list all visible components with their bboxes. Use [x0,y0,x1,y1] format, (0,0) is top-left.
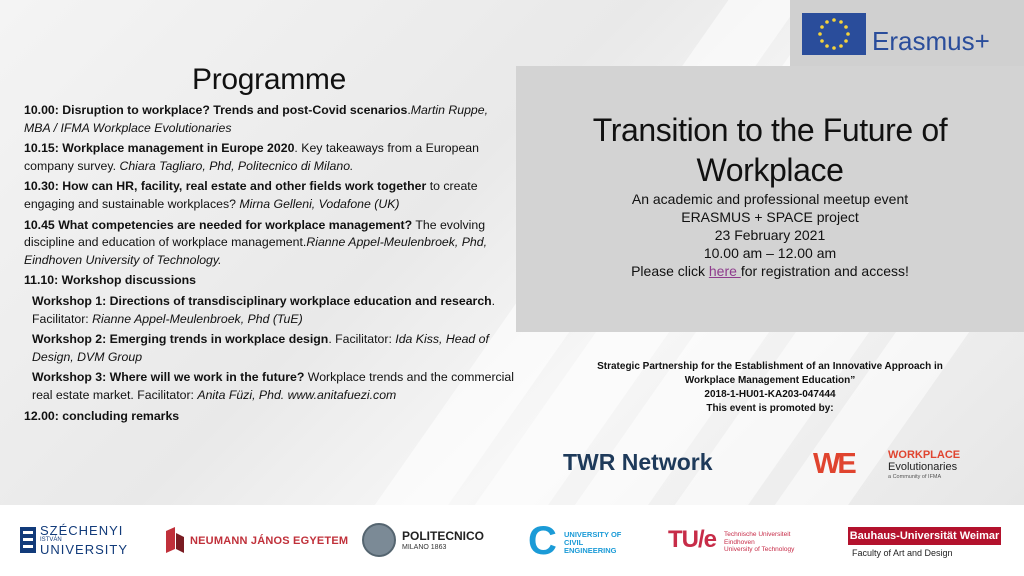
polimi-seal-icon [362,523,396,557]
nje-icon [166,527,184,553]
event-title: Transition to the Future of Workplace [592,112,948,188]
programme-title: Programme [191,63,346,96]
erasmus-logo [790,0,1024,66]
we-line3: a Community of IFMA [888,474,942,480]
programme-item: 11.10: Workshop discussions [24,273,196,288]
we-line1: WORKPLACE [888,449,961,461]
partnership-line1: Strategic Partnership for the Establishment of an Innovative Approach in [597,361,943,372]
workshop-item: Workshop 1: Directions of transdisciplinary workplace education and research. Facilitator: Rianne Appel-Meulenbroek, Phd (TuE) [32,293,496,326]
partnership-info [530,360,1010,416]
szechenyi-icon [20,527,36,553]
programme-section [24,62,514,428]
uce-c-icon: C [528,519,557,563]
workshop-item: Workshop 3: Where will we work in the future? Workplace trends and the commercial real estate market. Facilitator: Anita Füzi, Phd. www.anitafuezi.com [32,370,514,402]
twr-network-logo: TWR Network [563,449,713,475]
event-project: ERASMUS + SPACE project [681,209,859,225]
bauhaus-logo: Bauhaus-Universität Weimar Faculty of Art and Design [848,505,1004,576]
tue-logo: TU/e Technische Universiteit Eindhoven University of Technology [668,526,795,553]
partnership-line2: Workplace Management Education” [684,375,856,386]
event-cta: Please click here for registration and access! [631,263,909,279]
workplace-evolutionaries-logo [813,447,963,481]
workshop-items [24,293,514,405]
neumann-janos-logo: NEUMANN JÁNOS EGYETEM [166,505,316,576]
programme-item: 10.45 What competencies are needed for workplace management? The evolving discipline and education of workplace management.Rianne Appel-Meulenbroek, Phd, Eindhoven University of Technology. [24,217,488,267]
workshop-item: Workshop 2: Emerging trends in workplace design. Facilitator: Ida Kiss, Head of Design, DVM Group [32,332,489,364]
eu-flag-icon [802,13,866,55]
promoted-by: This event is promoted by: [706,403,834,414]
polimi-logo: POLITECNICO MILANO 1863 [362,505,472,576]
uce-logo: C UNIVERSITY OF CIVIL ENGINEERING [528,519,622,563]
szechenyi-logo: SZÉCHENYI ISTVÁN UNIVERSITY [20,505,130,576]
registration-link[interactable]: here [708,263,741,279]
erasmus-label: Erasmus+ [872,26,990,56]
partner-logos-footer [0,505,1024,576]
programme-item: 10.00: Disruption to workplace? Trends and post-Covid scenarios.Martin Ruppe, MBA / IFMA Workplace Evolutionaries [24,103,488,135]
programme-closing: 12.00: concluding remarks [24,408,180,423]
event-subtitle: An academic and professional meetup event [631,191,909,207]
project-code: 2018-1-HU01-KA203-047444 [704,389,836,400]
event-panel [516,66,1024,332]
programme-items [24,102,514,290]
programme-item: 10.15: Workplace management in Europe 2020. Key takeaways from a European company survey. Chiara Tagliaro, Phd, Politecnico di Milano. [24,141,479,173]
event-date: 23 February 2021 [714,227,826,243]
programme-item: 10.30: How can HR, facility, real estate and other fields work together to create engaging and sustainable workplaces? Mirna Gelleni, Vodafone (UK) [24,179,478,211]
event-time: 10.00 am – 12.00 am [703,245,837,261]
we-mark: WE [813,448,854,480]
we-line2: Evolutionaries [888,461,958,473]
